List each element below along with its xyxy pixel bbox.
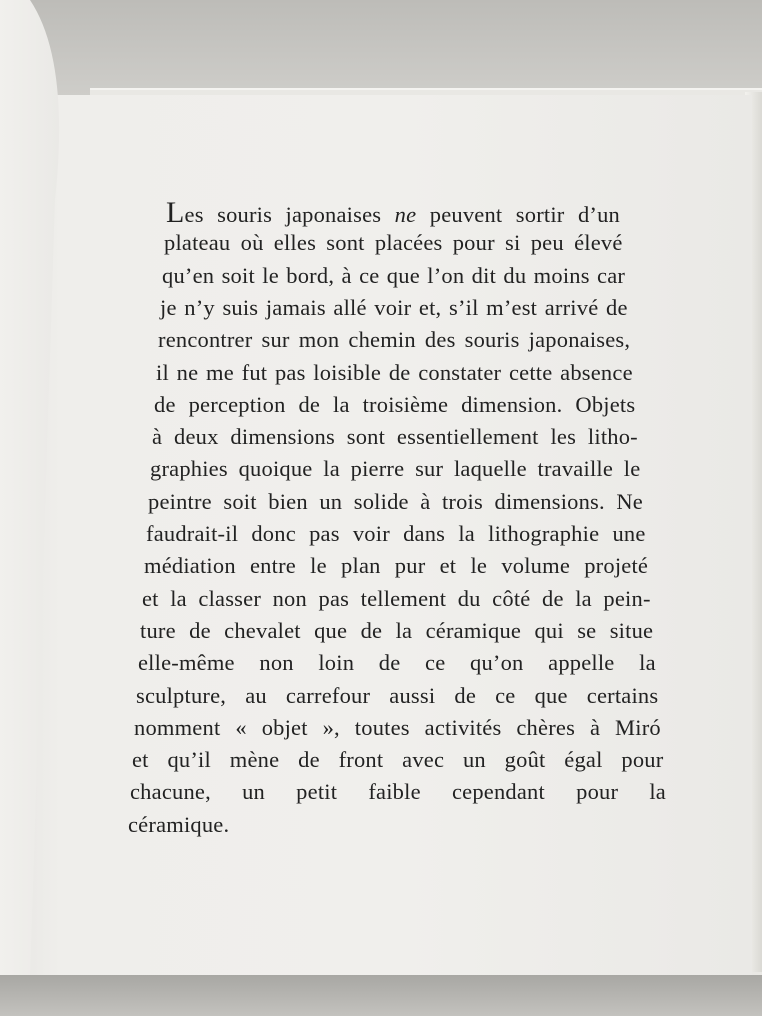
- text-line: médiation entre le plan pur et le volume projeté: [144, 553, 649, 579]
- drop-cap: L: [166, 196, 185, 229]
- text-line: et qu’il mène de front avec un goût égal pour: [132, 747, 664, 773]
- text-line: plateau où elles sont placées pour si peu élevé: [164, 230, 623, 256]
- text-line: elle-même non loin de ce qu’on appelle la: [138, 650, 656, 676]
- text-line: faudrait-il donc pas voir dans la lithographie une: [146, 521, 646, 546]
- background-surface: [0, 0, 762, 100]
- text-line: graphies quoique la pierre sur laquelle travaille le: [150, 456, 641, 482]
- text-line: et la classer non pas tellement du côté de la pein-: [142, 585, 651, 611]
- text-line: ture de chevalet que de la céramique qui se situe: [140, 617, 654, 643]
- emphasis: ne: [394, 202, 417, 227]
- text-line: sculpture, au carrefour aussi de ce que certains: [136, 682, 659, 708]
- text-line: de perception de la troisième dimension. Objets: [154, 391, 636, 417]
- text-line: je n’y suis jamais allé voir et, s’il m’est arrivé de: [160, 294, 628, 320]
- text-line: nomment « objet », toutes activités chères à Miró: [134, 714, 661, 740]
- text-line: rencontrer sur mon chemin des souris japonaises,: [158, 327, 631, 353]
- table-surface: [0, 975, 762, 1016]
- text-line: peintre soit bien un solide à trois dimensions. Ne: [148, 488, 643, 514]
- text-line: chacune, un petit faible cependant pour la: [130, 779, 666, 805]
- text-line: céramique.: [128, 811, 230, 837]
- text-line: il ne me fut pas loisible de constater cette absence: [156, 359, 633, 385]
- text-line: à deux dimensions sont essentiellement les litho-: [152, 424, 638, 450]
- text-line: Les souris japonaises ne peuvent sortir d’un: [166, 196, 620, 229]
- text-line: qu’en soit le bord, à ce que l’on dit du moins car: [162, 262, 626, 288]
